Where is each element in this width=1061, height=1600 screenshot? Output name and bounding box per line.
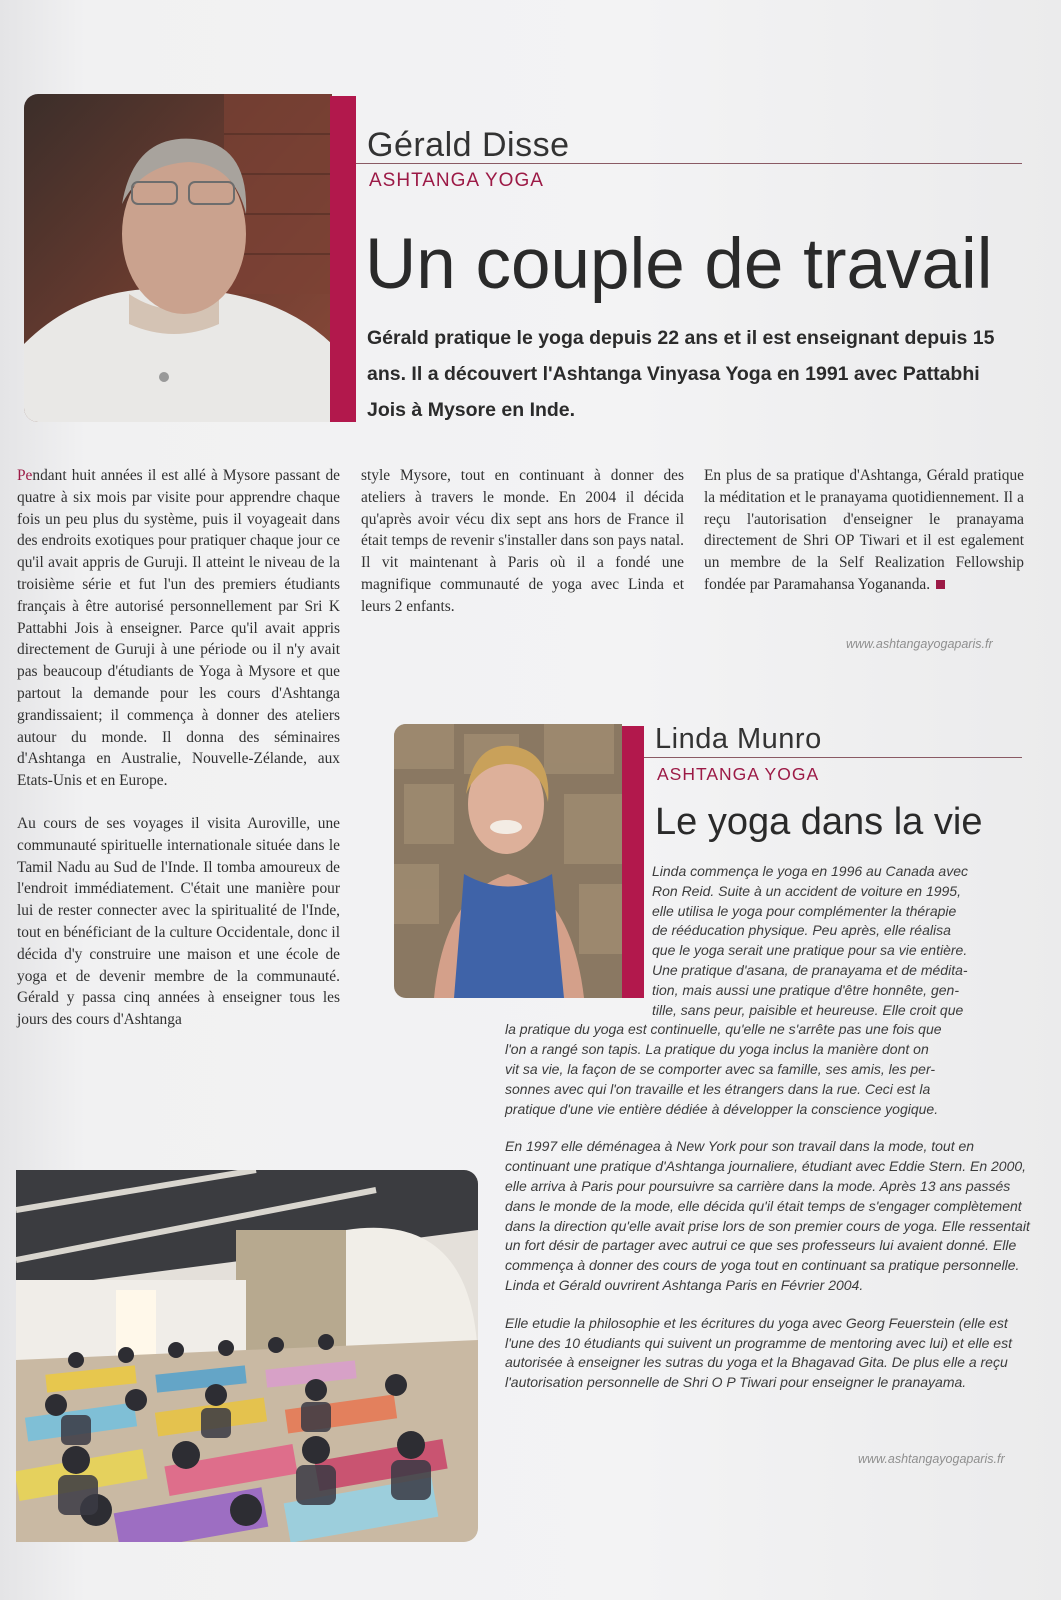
article1-column-3	[704, 465, 1024, 617]
text-line: elle utilisa le yoga pour complémenter la thérapie	[652, 902, 957, 919]
yoga-class-photo	[16, 1170, 478, 1542]
discipline-label-2: ASHTANGA YOGA	[657, 764, 820, 784]
article2-paragraph-2: En 1997 elle déménagea à New York pour son travail dans la mode, tout en continuant une pratique d'Ashtanga journaliere, étudiant avec Eddie Stern. En 2000, elle arriva à Paris pour poursuivre sa carrière dans la mode. Après 13 ans passés dans le monde de la mode, elle décida qu'il était temps de s'engager complètement dans la direction qu'elle avait prise lors de son premier cours de yoga. Elle ressentait un fort désir de partager avec autrui ce que ses professeurs lui avaient donné. Elle commença à donner des cours de yoga tout en continuant sa pratique personnelle. Linda et Gérald ouvrirent Ashtanga Paris en Février 2004.	[505, 1138, 1030, 1293]
text-line: Une pratique d'asana, de pranayama et de médita-	[652, 961, 968, 978]
headline-2: Le yoga dans la vie	[655, 801, 983, 843]
text-line: tion, mais aussi une pratique d'être honnête, gen-	[652, 981, 959, 998]
article1-column-1	[17, 465, 340, 1052]
text-line: Linda commença le yoga en 1996 au Canada avec	[652, 863, 968, 879]
text-line: de rééducation physique. Peu après, elle réalisa	[652, 922, 951, 939]
discipline-label-1: ASHTANGA YOGA	[369, 170, 544, 191]
column-2-paragraph: style Mysore, tout en continuant à donner des ateliers à travers le monde. En 2004 il décida qu'après avoir vécu dix sept ans hors de France il était temps de revenir s'installer dans son pays natal. Il vit maintenant à Paris où il a fondé une magnifique communauté de yoga avec Linda et leurs 2 enfants.	[361, 467, 684, 615]
column-1-paragraph-1: Pendant huit années il est allé à Mysore passant de quatre à six mois par visite pour apprendre chaque fois un peu plus du système, puis il voyageait dans des endroits exotiques pour pratiquer chaque jour ce qu'il avait appris de Guruji. Il atteint le niveau de la troisième série et fut l'un des premiers étudiants français à être autorisé personnellement par Sri K Pattabhi Jois à enseigner. Parce qu'il avait appris directement de Guruji à une période ou il n'y avait pas beaucoup d'étudiants de Yoga à Mysore et que partout la demande pour les cours d'Ashtanga grandissaient; il commença à donner des ateliers autour du monde. Il donna des séminaires d'Ashtanga en Australie, Nouvelle-Zélande, aux Etats-Unis et en Europe.	[17, 467, 340, 790]
text-line: Ron Reid. Suite à un accident de voiture en 1995,	[652, 882, 961, 899]
article1-column-2	[361, 465, 684, 639]
website-credit-2: www.ashtangayogaparis.fr	[858, 1452, 1005, 1466]
title-rule-2	[644, 757, 1022, 758]
author-name-linda: Linda Munro	[655, 723, 822, 755]
end-mark-icon	[936, 580, 945, 589]
text-line: vit sa vie, la façon de se comporter avec sa famille, ses amis, les per-	[505, 1060, 936, 1077]
headline-1: Un couple de travail	[365, 225, 993, 304]
text-line: pratique d'une vie entière dédiée à développer la conscience yogique.	[505, 1100, 939, 1117]
column-1-paragraph-2: Au cours de ses voyages il visita Auroville, une communauté spirituelle internationale située dans le Tamil Nadu au Sud de l'Inde. Il tomba amoureux de l'endroit immédiatement. C'était une manière pour lui de rester connecter avec la spiritualité de l'Inde, tout en bénéficiant de la culture Occidentale, donc il décida d'y construire une maison et une école de yoga et de devenir membre de la communauté. Gérald y passa cinq années à enseigner tous les jours des cours d'Ashtanga	[17, 814, 340, 1029]
text-line: l'on a rangé son tapis. La pratique du yoga inclus la manière dont on	[505, 1041, 929, 1058]
author-name-gerald: Gérald Disse	[367, 126, 570, 164]
accent-bar-1	[330, 96, 356, 422]
article2-paragraph-1	[505, 862, 1035, 1119]
text-line: sonnes avec qui l'on travaille et les étrangers dans la rue. Ceci est la	[505, 1080, 931, 1097]
text-line: tille, sans peur, paisible et heureuse. Elle croit que	[652, 1001, 964, 1018]
article2-body	[505, 862, 1035, 1393]
article2-paragraph-3: Elle etudie la philosophie et les écritures du yoga avec Georg Feuerstein (elle est l'une des 10 étudiants qui suivent un programme de mentoring avec lui) et elle est autorisée à enseigner les sutras du yoga et la Bhagavad Gita. De plus elle a reçu l'autorisation personnelle de Shri O P Tiwari pour enseigner le pranayama.	[505, 1314, 1012, 1391]
lead-paragraph-1: Gérald pratique le yoga depuis 22 ans et il est enseignant depuis 15 ans. Il a découvert l'Ashtanga Vinyasa Yoga en 1991 avec Pattabhi Jois à Mysore en Inde.	[367, 327, 995, 421]
website-credit-1: www.ashtangayogaparis.fr	[846, 637, 993, 651]
text-line: la pratique du yoga est continuelle, qu'elle ne s'arrête pas une fois que	[505, 1021, 942, 1038]
column-3-paragraph: En plus de sa pratique d'Ashtanga, Gérald pratique la méditation et le pranayama quotidiennement. Il a reçu l'autorisation d'enseigner le pranayama directement de Shri OP Tiwari et il est egalement un membre de la Self Realization Fellowship fondée par Paramahansa Yogananda.	[704, 467, 1024, 593]
text-line: que le yoga serait une pratique pour sa vie entière.	[652, 942, 968, 959]
dropcap: Pe	[17, 467, 33, 484]
gerald-portrait-photo	[24, 94, 332, 422]
